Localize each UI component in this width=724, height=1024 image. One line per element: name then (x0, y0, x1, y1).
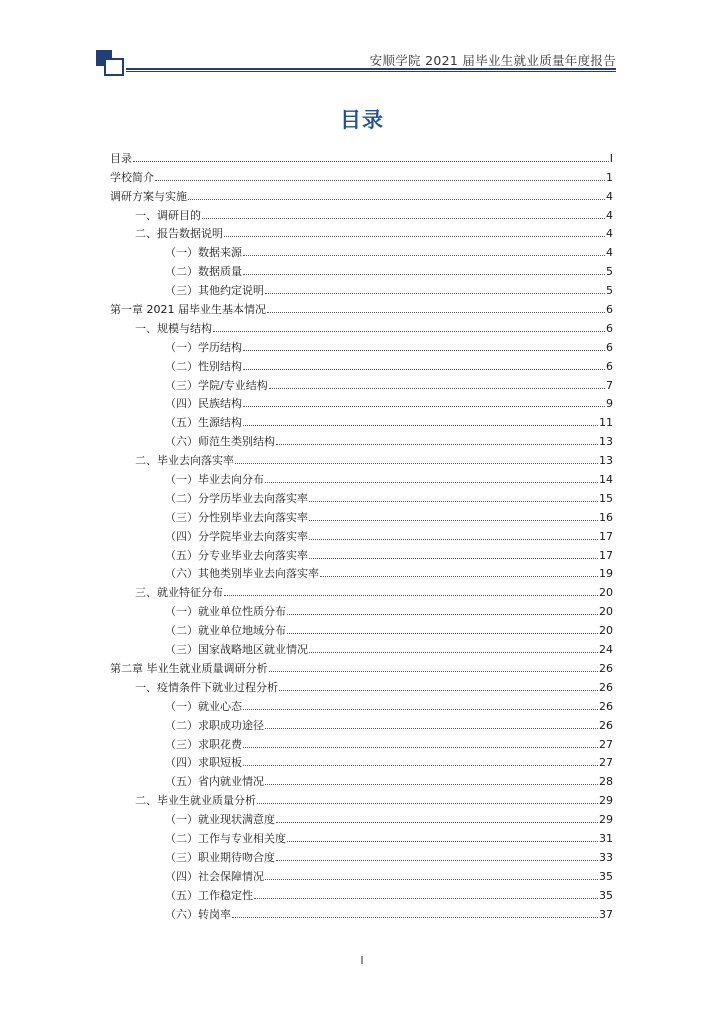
toc-entry[interactable] (110, 637, 613, 656)
toc-entry[interactable] (110, 845, 613, 864)
toc-dot-leader (257, 803, 598, 804)
toc-entry-page: 13 (599, 435, 613, 449)
toc-dot-leader (287, 614, 598, 615)
toc-entry-page: 17 (599, 548, 613, 562)
toc-dot-leader (287, 841, 598, 842)
toc-entry-label: （二）数据质量 (165, 265, 242, 279)
toc-entry[interactable] (110, 543, 613, 562)
toc-entry[interactable] (110, 335, 613, 354)
toc-entry-page: 20 (599, 586, 613, 600)
toc-entry-label: （四）社会保障情况 (165, 869, 264, 883)
toc-dot-leader (320, 576, 598, 577)
toc-dot-leader (235, 463, 598, 464)
toc-entry[interactable] (110, 562, 613, 581)
toc-entry-page: 26 (599, 661, 613, 675)
toc-dot-leader (243, 369, 605, 370)
toc-dot-leader (276, 860, 598, 861)
toc-entry-label: 第二章 毕业生就业质量调研分析 (110, 661, 268, 675)
toc-dot-leader (232, 917, 598, 918)
toc-entry-page: 33 (599, 850, 613, 864)
toc-entry-label: （一）就业心态 (165, 699, 242, 713)
toc-entry-page: 29 (599, 794, 613, 808)
header-rule-thin (126, 71, 616, 72)
toc-entry-page: 1 (606, 170, 613, 184)
toc-dot-leader (309, 501, 598, 502)
toc-entry-label: （二）分学历毕业去向落实率 (165, 491, 308, 505)
toc-entry[interactable] (110, 165, 613, 184)
toc-entry-label: 调研方案与实施 (110, 189, 187, 203)
toc-entry-page: 20 (599, 624, 613, 638)
toc-dot-leader (265, 728, 598, 729)
toc-entry-label: （三）职业期待吻合度 (165, 850, 275, 864)
toc-entry-page: 16 (599, 510, 613, 524)
toc-dot-leader (279, 690, 598, 691)
toc-entry-label: （六）转岗率 (165, 907, 231, 921)
toc-entry-label: 第一章 2021 届毕业生基本情况 (110, 303, 266, 317)
toc-dot-leader (243, 406, 605, 407)
toc-entry-label: （五）工作稳定性 (165, 888, 253, 902)
toc-dot-leader (188, 199, 605, 200)
toc-dot-leader (309, 539, 598, 540)
toc-entry[interactable] (110, 392, 613, 411)
toc-dot-leader (265, 482, 598, 483)
toc-entry[interactable] (110, 902, 613, 921)
page-header (0, 0, 724, 80)
toc-dot-leader (224, 595, 598, 596)
toc-entry[interactable] (110, 373, 613, 392)
toc-dot-leader (265, 879, 598, 880)
toc-entry[interactable] (110, 675, 613, 694)
toc-entry-label: （一）毕业去向分布 (165, 473, 264, 487)
toc-dot-leader (276, 822, 598, 823)
toc-entry-page: 19 (599, 567, 613, 581)
toc-dot-leader (265, 784, 598, 785)
toc-entry[interactable] (110, 599, 613, 618)
toc-entry-label: （二）性别结构 (165, 359, 242, 373)
toc-dot-leader (243, 765, 598, 766)
toc-entry[interactable] (110, 807, 613, 826)
toc-entry[interactable] (110, 618, 613, 637)
toc-entry-page: 7 (606, 378, 613, 392)
toc-entry-label: （四）求职短板 (165, 756, 242, 770)
toc-dot-leader (243, 425, 598, 426)
toc-entry[interactable] (110, 505, 613, 524)
toc-entry-page: 27 (599, 756, 613, 770)
toc-dot-leader (309, 520, 598, 521)
toc-entry[interactable] (110, 751, 613, 770)
toc-entry-page: 5 (606, 265, 613, 279)
toc-entry-page: 26 (599, 699, 613, 713)
toc-entry-label: 一、疫情条件下就业过程分析 (135, 680, 278, 694)
toc-dot-leader (202, 218, 605, 219)
toc-entry[interactable] (110, 278, 613, 297)
toc-dot-leader (243, 709, 598, 710)
toc-entry[interactable] (110, 146, 613, 165)
toc-entry-page: 24 (599, 643, 613, 657)
toc-entry-label: （二）就业单位地域分布 (165, 624, 286, 638)
toc-entry-page: 4 (606, 246, 613, 260)
toc-entry[interactable] (110, 580, 613, 599)
toc-entry[interactable] (110, 769, 613, 788)
toc-entry-label: 二、毕业去向落实率 (135, 454, 234, 468)
toc-entry[interactable] (110, 297, 613, 316)
toc-entry-label: 三、就业特征分布 (135, 586, 223, 600)
toc-entry[interactable] (110, 732, 613, 751)
toc-entry-label: （一）就业单位性质分布 (165, 605, 286, 619)
toc-entry-page: 6 (606, 340, 613, 354)
toc-dot-leader (309, 558, 598, 559)
toc-dot-leader (254, 898, 598, 899)
toc-entry-page: 31 (599, 831, 613, 845)
toc-entry-label: （三）学院/专业结构 (165, 378, 268, 392)
toc-entry-page: 26 (599, 718, 613, 732)
toc-entry-label: （一）学历结构 (165, 340, 242, 354)
toc-entry-page: 15 (599, 491, 613, 505)
toc-dot-leader (265, 293, 605, 294)
toc-entry-label: （三）国家战略地区就业情况 (165, 643, 308, 657)
toc-entry[interactable] (110, 203, 613, 222)
toc-entry-label: （三）求职花费 (165, 737, 242, 751)
toc-dot-leader (155, 180, 605, 181)
toc-entry[interactable] (110, 694, 613, 713)
toc-entry-page: 14 (599, 473, 613, 487)
toc-entry-label: 一、调研目的 (135, 208, 201, 222)
toc-entry[interactable] (110, 222, 613, 241)
toc-entry-label: （六）其他类别毕业去向落实率 (165, 567, 319, 581)
table-of-contents (110, 146, 613, 921)
toc-entry-label: （一）就业现状满意度 (165, 813, 275, 827)
toc-entry-page: 6 (606, 359, 613, 373)
toc-dot-leader (243, 274, 605, 275)
toc-entry[interactable] (110, 864, 613, 883)
toc-entry-label: 一、规模与结构 (135, 321, 212, 335)
toc-entry-page: 6 (606, 303, 613, 317)
toc-entry-label: （二）工作与专业相关度 (165, 831, 286, 845)
toc-entry[interactable] (110, 713, 613, 732)
toc-entry-page: 28 (599, 775, 613, 789)
toc-entry-label: （六）师范生类别结构 (165, 435, 275, 449)
toc-entry-label: （四）分学院毕业去向落实率 (165, 529, 308, 543)
toc-entry[interactable] (110, 316, 613, 335)
toc-dot-leader (133, 161, 609, 162)
toc-entry-page: 9 (606, 397, 613, 411)
header-logo-mark (96, 50, 126, 76)
toc-entry-label: 二、毕业生就业质量分析 (135, 794, 256, 808)
toc-entry-label: （五）生源结构 (165, 416, 242, 430)
toc-entry-label: （三）其他约定说明 (165, 284, 264, 298)
toc-entry-label: （二）求职成功途径 (165, 718, 264, 732)
toc-dot-leader (267, 312, 605, 313)
toc-entry[interactable] (110, 448, 613, 467)
toc-entry-page: 26 (599, 680, 613, 694)
toc-entry-page: 11 (599, 416, 613, 430)
toc-entry-page: 35 (599, 888, 613, 902)
toc-entry[interactable] (110, 826, 613, 845)
toc-entry-label: （一）数据来源 (165, 246, 242, 260)
toc-entry-label: 目录 (110, 151, 132, 165)
toc-dot-leader (309, 652, 598, 653)
toc-entry[interactable] (110, 486, 613, 505)
toc-entry-page: 5 (606, 284, 613, 298)
toc-entry[interactable] (110, 259, 613, 278)
toc-entry-label: （五）分专业毕业去向落实率 (165, 548, 308, 562)
toc-entry-label: （五）省内就业情况 (165, 775, 264, 789)
toc-entry[interactable] (110, 524, 613, 543)
toc-dot-leader (213, 331, 605, 332)
toc-entry-label: 学校简介 (110, 170, 154, 184)
toc-entry[interactable] (110, 184, 613, 203)
toc-entry[interactable] (110, 883, 613, 902)
header-rule (126, 68, 616, 70)
toc-entry-page: 4 (606, 227, 613, 241)
toc-dot-leader (243, 350, 605, 351)
toc-entry[interactable] (110, 240, 613, 259)
toc-entry-page: 20 (599, 605, 613, 619)
toc-entry-page: 35 (599, 869, 613, 883)
toc-entry-page: 37 (599, 907, 613, 921)
toc-entry-page: 27 (599, 737, 613, 751)
toc-entry-page: 4 (606, 189, 613, 203)
toc-entry[interactable] (110, 467, 613, 486)
page-number: I (360, 954, 364, 967)
toc-entry[interactable] (110, 410, 613, 429)
page-title: 目录 (340, 108, 384, 132)
toc-entry-page: 13 (599, 454, 613, 468)
toc-entry[interactable] (110, 429, 613, 448)
toc-entry-page: 17 (599, 529, 613, 543)
toc-entry[interactable] (110, 656, 613, 675)
toc-dot-leader (269, 388, 605, 389)
toc-dot-leader (287, 633, 598, 634)
toc-dot-leader (243, 255, 605, 256)
toc-entry-label: （四）民族结构 (165, 397, 242, 411)
toc-entry-label: 二、报告数据说明 (135, 227, 223, 241)
toc-dot-leader (276, 444, 598, 445)
toc-entry-label: （三）分性别毕业去向落实率 (165, 510, 308, 524)
header-title: 安顺学院 2021 届毕业生就业质量年度报告 (369, 53, 616, 68)
toc-entry[interactable] (110, 788, 613, 807)
toc-dot-leader (224, 236, 605, 237)
toc-entry[interactable] (110, 354, 613, 373)
toc-entry-page: 4 (606, 208, 613, 222)
toc-entry-page: 29 (599, 813, 613, 827)
toc-dot-leader (243, 747, 598, 748)
toc-entry-page: I (609, 151, 613, 165)
toc-dot-leader (269, 671, 599, 672)
toc-entry-page: 6 (606, 321, 613, 335)
